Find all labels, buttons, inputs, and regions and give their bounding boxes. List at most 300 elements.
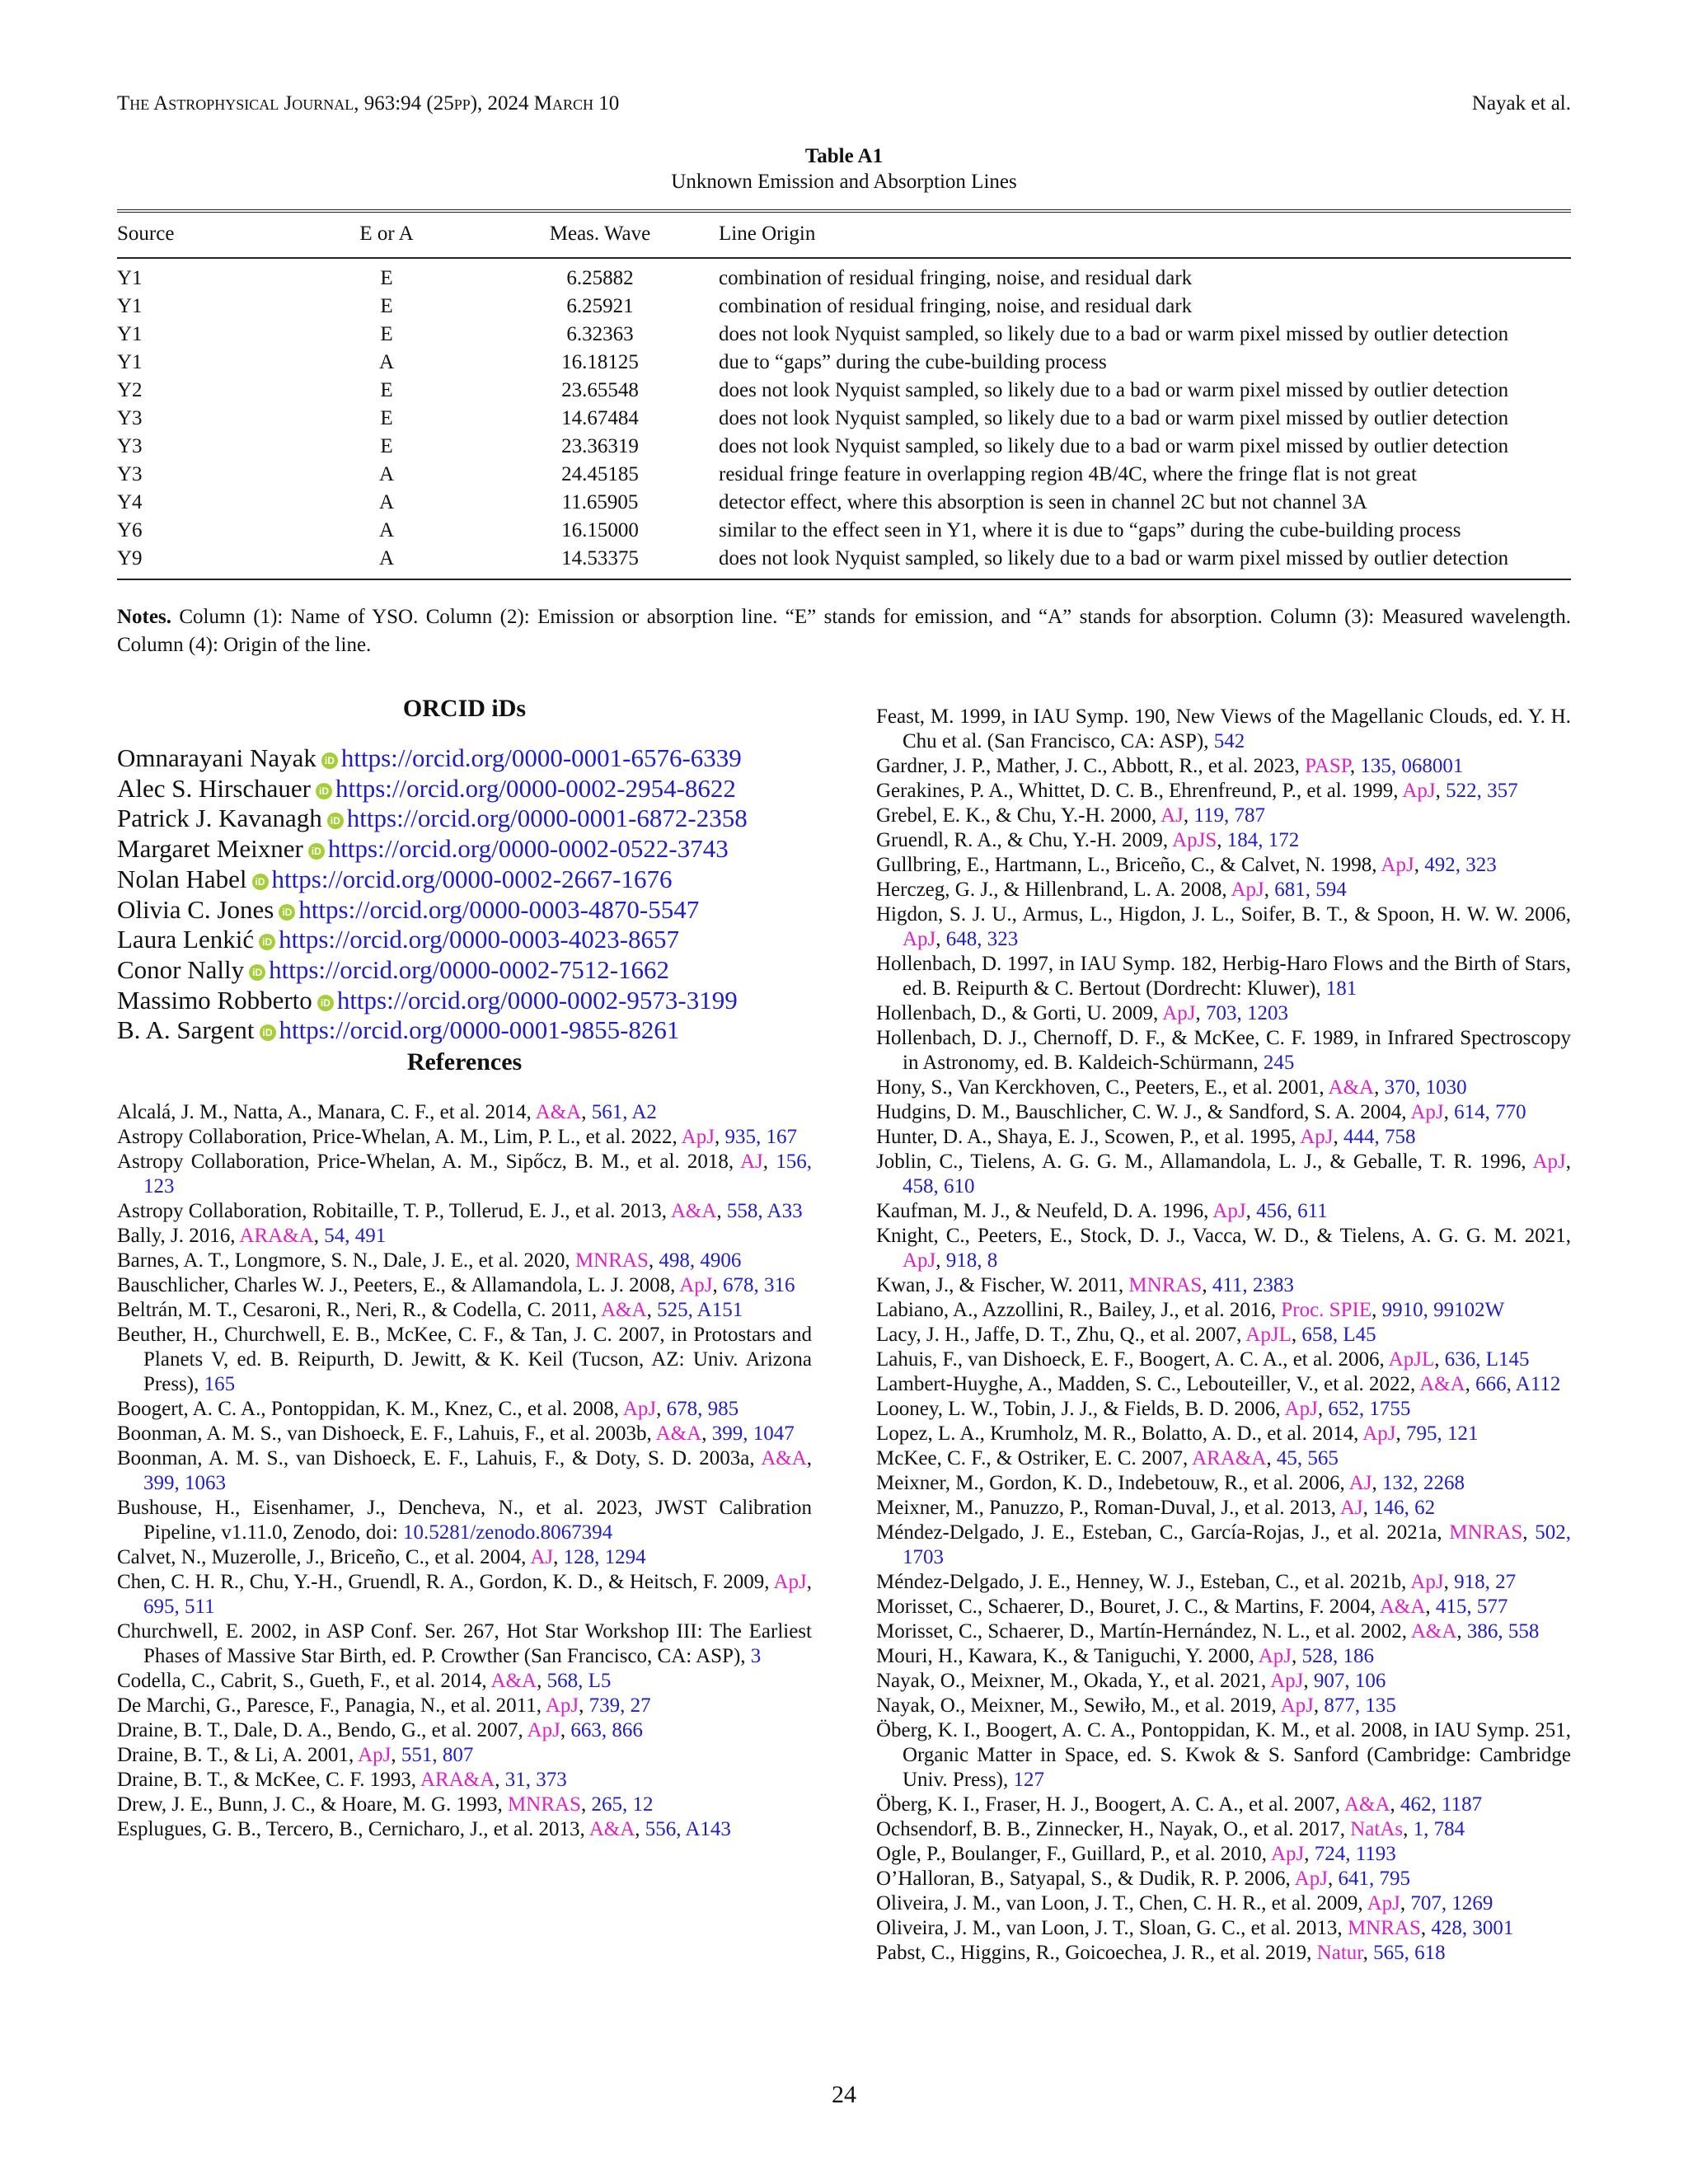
reference-text: McKee, C. F., & Ostriker, E. C. 2007, (876, 1447, 1189, 1469)
reference-entry: Boonman, A. M. S., van Dishoeck, E. F., Lahuis, F., & Doty, S. D. 2003a, A&A, 399, 1063 (117, 1447, 812, 1495)
reference-entry: Calvet, N., Muzerolle, J., Briceño, C., et al. 2004, AJ, 128, 1294 (117, 1546, 646, 1569)
reference-text: Looney, L. W., Tobin, J. J., & Fields, B. D. 2006, (876, 1398, 1281, 1420)
cell-wave: 6.25921 (566, 295, 634, 317)
volume-link[interactable]: 568, L5 (546, 1670, 612, 1693)
orcid-link[interactable]: https://orcid.org/0000-0002-2667-1676 (271, 864, 673, 893)
reference-entry: Hollenbach, D., & Gorti, U. 2009, ApJ, 703, 1203 (876, 1002, 1288, 1024)
journal-link[interactable]: ARA&A (420, 1769, 495, 1792)
table-row (117, 461, 1571, 489)
journal-link[interactable]: A&A (1379, 1596, 1426, 1618)
cell-type: E (380, 295, 393, 317)
volume-link[interactable]: 703, 1203 (1205, 1002, 1288, 1024)
journal-link[interactable]: Natur (1316, 1942, 1363, 1964)
orcid-link[interactable]: https://orcid.org/0000-0001-9855-8261 (279, 1015, 680, 1045)
orcid-entry (117, 895, 812, 926)
journal-link[interactable]: A&A (601, 1299, 647, 1322)
journal-link[interactable]: ApJ (681, 1126, 715, 1149)
volume-link[interactable]: 918, 27 (1454, 1571, 1517, 1593)
volume-link[interactable]: 415, 577 (1435, 1596, 1508, 1618)
reference-entry: Astropy Collaboration, Robitaille, T. P., Tollerud, E. J., et al. 2013, A&A, 558, A33 (117, 1200, 803, 1223)
reference-text: Alcalá, J. M., Natta, A., Manara, C. F., et al. 2014, (117, 1101, 532, 1124)
cell-source: Y6 (117, 519, 143, 541)
volume-link[interactable]: 492, 323 (1424, 854, 1497, 876)
volume-link[interactable]: 695, 511 (143, 1596, 215, 1619)
volume-link[interactable]: 411, 2383 (1212, 1274, 1294, 1296)
journal-link[interactable]: ApJL (1245, 1324, 1292, 1346)
reference-entry: Alcalá, J. M., Natta, A., Manara, C. F., et al. 2014, A&A, 561, A2 (117, 1101, 657, 1124)
volume-link[interactable]: 641, 795 (1338, 1868, 1410, 1890)
journal-link[interactable]: A&A (1343, 1793, 1390, 1816)
reference-entry: Barnes, A. T., Longmore, S. N., Dale, J. E., et al. 2020, MNRAS, 498, 4906 (117, 1249, 742, 1272)
journal-link[interactable]: ApJ (1294, 1868, 1328, 1890)
reference-text: Ochsendorf, B. B., Zinnecker, H., Nayak, O., et al. 2017, (876, 1818, 1345, 1840)
orcid-link[interactable]: https://orcid.org/0000-0002-9573-3199 (336, 985, 738, 1015)
journal-link[interactable]: ApJ (1162, 1002, 1196, 1024)
volume-link[interactable]: 156, 123 (143, 1151, 812, 1198)
orcid-icon: iD (279, 904, 295, 921)
volume-link[interactable]: 428, 3001 (1431, 1917, 1514, 1939)
journal-link[interactable]: ApJ (1402, 780, 1436, 802)
cell-origin: due to “gaps” during the cube-building process (719, 351, 1107, 373)
notes-label: Notes. (117, 606, 171, 628)
volume-link[interactable]: 498, 4906 (659, 1249, 742, 1272)
orcid-link[interactable]: https://orcid.org/0000-0003-4870-5547 (298, 894, 700, 924)
volume-link[interactable]: 918, 8 (945, 1249, 998, 1272)
reference-entry: Gardner, J. P., Mather, J. C., Abbott, R., et al. 2023, PASP, 135, 068001 (876, 755, 1464, 777)
volume-link[interactable]: 245 (1263, 1052, 1295, 1074)
journal-link[interactable]: ApJ (903, 928, 936, 950)
journal-link[interactable]: ApJ (1280, 1694, 1314, 1717)
table-a1 (117, 143, 1571, 659)
cell-wave: 23.65548 (561, 379, 639, 401)
orcid-name: Omnarayani Nayak (117, 743, 316, 772)
journal-link[interactable]: A&A (655, 1422, 702, 1446)
reference-entry: Lambert-Huyghe, A., Madden, S. C., Lebouteiller, V., et al. 2022, A&A, 666, A112 (876, 1373, 1561, 1395)
orcid-link[interactable]: https://orcid.org/0000-0002-2954-8622 (335, 773, 736, 803)
reference-entry: Gullbring, E., Hartmann, L., Briceño, C., & Calvet, N. 1998, ApJ, 492, 323 (876, 854, 1497, 876)
reference-text: Hunter, D. A., Shaya, E. J., Scowen, P., et al. 1995, (876, 1126, 1296, 1148)
reference-text: Nayak, O., Meixner, M., Sewiło, M., et al. 2019, (876, 1694, 1277, 1717)
orcid-name: Margaret Meixner (117, 834, 303, 864)
reference-text: Oliveira, J. M., van Loon, J. T., Chen, C. H. R., et al. 2009, (876, 1892, 1363, 1915)
volume-link[interactable]: 45, 565 (1276, 1447, 1339, 1469)
journal-link[interactable]: ApJ (1362, 1422, 1396, 1445)
orcid-icon: iD (260, 1024, 276, 1041)
volume-link[interactable]: 652, 1755 (1328, 1398, 1411, 1420)
volume-link[interactable]: 462, 1187 (1400, 1793, 1483, 1816)
journal-link[interactable]: ApJ (1410, 1101, 1444, 1123)
journal-link[interactable]: MNRAS (574, 1249, 649, 1272)
journal-link[interactable]: ApJ (1532, 1151, 1566, 1173)
reference-text: Boonman, A. M. S., van Dishoeck, E. F., Lahuis, F., et al. 2003b, (117, 1422, 652, 1446)
volume-link[interactable]: 558, A33 (726, 1200, 803, 1223)
reference-entry: Kwan, J., & Fischer, W. 2011, MNRAS, 411, 2383 (876, 1274, 1294, 1296)
table-row (117, 405, 1571, 433)
orcid-entry (117, 774, 812, 804)
reference-entry: Astropy Collaboration, Price-Whelan, A. M., Lim, P. L., et al. 2022, ApJ, 935, 167 (117, 1126, 797, 1149)
reference-entry (117, 1496, 812, 1545)
volume-link[interactable]: 265, 12 (591, 1793, 654, 1816)
reference-entry: Oliveira, J. M., van Loon, J. T., Sloan, G. C., et al. 2013, MNRAS, 428, 3001 (876, 1917, 1514, 1939)
orcid-link[interactable]: https://orcid.org/0000-0002-7512-1662 (269, 954, 670, 984)
reference-text: Meixner, M., Panuzzo, P., Roman-Duval, J., et al. 2013, (876, 1497, 1336, 1519)
volume-link[interactable]: 561, A2 (591, 1101, 657, 1124)
orcid-list (117, 743, 812, 1046)
cell-type: E (380, 407, 393, 429)
reference-entry: Boogert, A. C. A., Pontoppidan, K. M., Knez, C., et al. 2008, ApJ, 678, 985 (117, 1398, 739, 1421)
journal-link[interactable]: A&A (1328, 1076, 1375, 1099)
running-authors: Nayak et al. (1471, 92, 1571, 115)
right-column (876, 705, 1571, 1966)
journal-link[interactable]: A&A (1419, 1373, 1465, 1395)
reference-text: Bushouse, H., Eisenhamer, J., Dencheva, N., et al. 2023, JWST Calibration Pipeline, v1.11.0, Zenodo, doi: (117, 1497, 812, 1544)
volume-link[interactable]: 502, 1703 (903, 1521, 1572, 1568)
cell-type: A (378, 491, 395, 513)
reference-entry: Lopez, L. A., Krumholz, M. R., Bolatto, A. D., et al. 2014, ApJ, 795, 121 (876, 1422, 1479, 1445)
cell-origin: combination of residual fringing, noise, and residual dark (719, 295, 1193, 317)
journal-link[interactable]: MNRAS (1449, 1521, 1523, 1544)
journal-link[interactable]: ApJ (1284, 1398, 1318, 1420)
cell-origin: residual fringe feature in overlapping region 4B/4C, where the fringe flat is not great (719, 463, 1417, 485)
orcid-entry (117, 865, 812, 895)
journal-link[interactable]: ApJ (1212, 1200, 1246, 1222)
reference-text: Lambert-Huyghe, A., Madden, S. C., Lebouteiller, V., et al. 2022, (876, 1373, 1416, 1395)
cell-source: Y2 (117, 379, 143, 401)
journal-link[interactable]: AJ (1339, 1497, 1363, 1519)
cell-type: E (380, 435, 393, 457)
volume-link[interactable]: 565, 618 (1373, 1942, 1446, 1964)
volume-link[interactable]: 525, A151 (657, 1299, 743, 1322)
reference-text: De Marchi, G., Paresce, F., Panagia, N., et al. 2011, (117, 1694, 542, 1718)
journal-link[interactable]: NatAs (1350, 1818, 1404, 1840)
reference-entry: Esplugues, G. B., Tercero, B., Cernicharo, J., et al. 2013, A&A, 556, A143 (117, 1818, 731, 1841)
cell-origin: similar to the effect seen in Y1, where it is due to “gaps” during the cube-building process (719, 519, 1461, 541)
reference-text: Meixner, M., Gordon, K. D., Indebetouw, R., et al. 2006, (876, 1472, 1345, 1494)
orcid-icon: iD (327, 813, 344, 829)
volume-link[interactable]: 3 (750, 1645, 762, 1668)
reference-entry: Labiano, A., Azzollini, R., Bailey, J., et al. 2016, Proc. SPIE, 9910, 99102W (876, 1299, 1505, 1321)
journal-link[interactable]: AJ (530, 1546, 554, 1569)
reference-text: Mouri, H., Kawara, K., & Taniguchi, Y. 2000, (876, 1645, 1254, 1667)
table-title: Table A1 (804, 145, 884, 167)
reference-text: Joblin, C., Tielens, A. G. G. M., Allamandola, L. J., & Geballe, T. R. 1996, (876, 1151, 1526, 1173)
orcid-name: B. A. Sargent (117, 1015, 255, 1045)
volume-link[interactable]: 663, 866 (570, 1719, 643, 1742)
volume-link[interactable]: 146, 62 (1373, 1497, 1436, 1519)
journal-link[interactable]: AJ (1160, 804, 1184, 827)
journal-link[interactable]: MNRAS (1347, 1917, 1421, 1939)
table-row (117, 433, 1571, 461)
reference-entry: Bauschlicher, Charles W. J., Peeters, E., & Allamandola, L. J. 2008, ApJ, 678, 316 (117, 1274, 795, 1297)
cell-source: Y1 (117, 267, 143, 289)
journal-link[interactable]: ApJL (1388, 1348, 1435, 1371)
reference-entry: Draine, B. T., & McKee, C. F. 1993, ARA&A, 31, 373 (117, 1769, 567, 1792)
volume-link[interactable]: 127 (1013, 1769, 1044, 1791)
volume-link[interactable]: 386, 558 (1466, 1620, 1540, 1643)
volume-link[interactable]: 9910, 99102W (1381, 1299, 1505, 1321)
journal-link[interactable]: MNRAS (508, 1793, 581, 1816)
reference-text: Astropy Collaboration, Price-Whelan, A. M., Sipőcz, B. M., et al. 2018, (117, 1151, 734, 1174)
reference-list-right (876, 705, 1571, 1966)
cell-origin: does not look Nyquist sampled, so likely due to a bad or warm pixel missed by outlier detection (719, 435, 1509, 457)
reference-text: Beltrán, M. T., Cesaroni, R., Neri, R., & Codella, C. 2011, (117, 1299, 598, 1322)
orcid-entry (117, 804, 812, 834)
table-row (117, 377, 1571, 405)
table-row (117, 258, 1571, 293)
lines-table (117, 209, 1571, 580)
journal-link[interactable]: A&A (761, 1447, 807, 1470)
orcid-name: Conor Nally (117, 954, 245, 984)
reference-text: Draine, B. T., & McKee, C. F. 1993, (117, 1769, 417, 1792)
volume-link[interactable]: 399, 1063 (143, 1472, 226, 1495)
reference-text: Nayak, O., Meixner, M., Okada, Y., et al. 2021, (876, 1670, 1267, 1692)
orcid-heading: ORCID iDs (402, 695, 527, 722)
orcid-icon: iD (317, 995, 334, 1011)
journal-link[interactable]: ARA&A (239, 1225, 314, 1248)
journal-link[interactable]: ApJ (773, 1571, 807, 1594)
reference-text: Higdon, S. J. U., Armus, L., Higdon, J. L., Soifer, B. T., & Spoon, H. W. W. 2006, (876, 903, 1571, 926)
volume-link[interactable]: 907, 106 (1313, 1670, 1386, 1692)
reference-text: Lahuis, F., van Dishoeck, E. F., Boogert, A. C. A., et al. 2006, (876, 1348, 1385, 1371)
journal-link[interactable]: MNRAS (1128, 1274, 1203, 1296)
reference-text: Bauschlicher, Charles W. J., Peeters, E., & Allamandola, L. J. 2008, (117, 1274, 676, 1297)
reference-text: Barnes, A. T., Longmore, S. N., Dale, J. E., et al. 2020, (117, 1249, 570, 1272)
references-heading: References (406, 1048, 523, 1076)
reference-entry: Knight, C., Peeters, E., Stock, D. J., Vacca, W. D., & Tielens, A. G. G. M. 2021, ApJ, 918, 8 (876, 1225, 1571, 1272)
orcid-entry (117, 1015, 812, 1046)
reference-text: Esplugues, G. B., Tercero, B., Cernicharo, J., et al. 2013, (117, 1818, 585, 1841)
reference-entry: Méndez-Delgado, J. E., Henney, W. J., Esteban, C., et al. 2021b, ApJ, 918, 27 (876, 1571, 1517, 1593)
journal-link[interactable]: A&A (490, 1670, 537, 1693)
journal-link[interactable]: ApJ (545, 1694, 579, 1718)
volume-link[interactable]: 877, 135 (1324, 1694, 1396, 1717)
journal-link[interactable]: ApJ (1258, 1645, 1292, 1667)
volume-link[interactable]: 528, 186 (1301, 1645, 1375, 1667)
reference-text: Herczeg, G. J., & Hillenbrand, L. A. 2008, (876, 879, 1227, 901)
cell-wave: 24.45185 (561, 463, 639, 485)
volume-link[interactable]: 31, 373 (504, 1769, 567, 1792)
reference-text: Lacy, J. H., Jaffe, D. T., Zhu, Q., et al. 2007, (876, 1324, 1242, 1346)
journal-link[interactable]: A&A (535, 1101, 582, 1124)
volume-link[interactable]: 132, 2268 (1381, 1472, 1465, 1494)
cell-source: Y3 (117, 463, 143, 485)
reference-text: Astropy Collaboration, Robitaille, T. P., Tollerud, E. J., et al. 2013, (117, 1200, 667, 1223)
column-header-origin: Line Origin (719, 211, 1571, 258)
journal-link[interactable]: ApJ (903, 1249, 936, 1272)
reference-text: Gullbring, E., Hartmann, L., Briceño, C., & Calvet, N. 1998, (876, 854, 1377, 876)
reference-entry: Gerakines, P. A., Whittet, D. C. B., Ehrenfreund, P., et al. 1999, ApJ, 522, 357 (876, 780, 1518, 802)
orcid-name: Patrick J. Kavanagh (117, 804, 322, 833)
journal-link[interactable]: ApJ (1270, 1670, 1304, 1692)
volume-link[interactable]: 551, 807 (401, 1744, 474, 1767)
reference-entry (876, 1026, 1571, 1076)
cell-origin: detector effect, where this absorption is seen in channel 2C but not channel 3A (719, 491, 1367, 513)
reference-entry (117, 1323, 812, 1397)
table-header-row (117, 211, 1571, 258)
cell-origin: does not look Nyquist sampled, so likely due to a bad or warm pixel missed by outlier detection (719, 323, 1509, 345)
reference-text: Bally, J. 2016, (117, 1225, 236, 1248)
reference-entry: Drew, J. E., Bunn, J. C., & Hoare, M. G. 1993, MNRAS, 265, 12 (117, 1793, 654, 1816)
cell-wave: 14.53375 (481, 545, 719, 579)
reference-entry: Kaufman, M. J., & Neufeld, D. A. 1996, ApJ, 456, 611 (876, 1200, 1328, 1222)
cell-origin: does not look Nyquist sampled, so likely due to a bad or warm pixel missed by outlier detection (719, 545, 1571, 579)
journal-link[interactable]: ApJ (1367, 1892, 1400, 1915)
table-notes (117, 603, 1571, 659)
volume-link[interactable]: 184, 172 (1226, 829, 1300, 851)
orcid-entry (117, 986, 812, 1016)
volume-link[interactable]: 458, 610 (903, 1175, 975, 1197)
reference-text: Draine, B. T., Dale, D. A., Bendo, G., et al. 2007, (117, 1719, 523, 1742)
volume-link[interactable]: 678, 985 (666, 1398, 739, 1421)
orcid-name: Laura Lenkić (117, 925, 255, 954)
reference-entry: Meixner, M., Panuzzo, P., Roman-Duval, J., et al. 2013, AJ, 146, 62 (876, 1497, 1436, 1519)
orcid-entry (117, 743, 812, 774)
cell-source: Y1 (117, 295, 143, 317)
journal-link[interactable]: AJ (740, 1151, 763, 1174)
journal-link[interactable]: PASP (1305, 755, 1350, 777)
reference-entry: Lahuis, F., van Dishoeck, E. F., Boogert, A. C. A., et al. 2006, ApJL, 636, L145 (876, 1348, 1530, 1371)
journal-link[interactable]: ApJ (1270, 1843, 1305, 1865)
orcid-link[interactable]: https://orcid.org/0000-0001-6872-2358 (346, 804, 748, 833)
journal-link[interactable]: Proc. SPIE (1281, 1299, 1372, 1321)
reference-entry: Draine, B. T., Dale, D. A., Bendo, G., et al. 2007, ApJ, 663, 866 (117, 1719, 643, 1742)
orcid-name: Massimo Robberto (117, 985, 312, 1015)
journal-link[interactable]: A&A (588, 1818, 635, 1841)
reference-entry (876, 705, 1571, 754)
journal-link[interactable]: ApJ (679, 1274, 713, 1297)
volume-link[interactable]: 678, 316 (723, 1274, 795, 1297)
journal-link[interactable]: ApJ (1410, 1571, 1444, 1593)
volume-link[interactable]: 724, 1193 (1314, 1843, 1396, 1865)
journal-link[interactable]: ApJ (1231, 879, 1264, 901)
journal-link[interactable]: AJ (1348, 1472, 1372, 1494)
volume-link[interactable]: 648, 323 (945, 928, 1019, 950)
orcid-link[interactable]: https://orcid.org/0000-0003-4023-8657 (279, 925, 680, 954)
volume-link[interactable]: 522, 357 (1446, 780, 1518, 802)
volume-link[interactable]: 681, 594 (1274, 879, 1347, 901)
volume-link[interactable]: 181 (1325, 977, 1357, 1000)
cell-wave: 14.67484 (561, 407, 639, 429)
cell-source: Y1 (117, 351, 143, 373)
reference-entry: Beltrán, M. T., Cesaroni, R., Neri, R., & Codella, C. 2011, A&A, 525, A151 (117, 1299, 743, 1322)
reference-text: Méndez-Delgado, J. E., Henney, W. J., Esteban, C., et al. 2021b, (876, 1571, 1407, 1593)
reference-text: Hony, S., Van Kerckhoven, C., Peeters, E., et al. 2001, (876, 1076, 1325, 1099)
volume-link[interactable]: 165 (204, 1373, 236, 1396)
reference-text: Pabst, C., Higgins, R., Goicoechea, J. R., et al. 2019, (876, 1942, 1312, 1964)
volume-link[interactable]: 658, L45 (1301, 1324, 1376, 1346)
cell-source: Y1 (117, 323, 143, 345)
journal-link[interactable]: ARA&A (1192, 1447, 1267, 1469)
journal-link[interactable]: ApJ (1300, 1126, 1334, 1148)
reference-entry (876, 952, 1571, 1001)
volume-link[interactable]: 10.5281/zenodo.8067394 (403, 1521, 613, 1544)
orcid-icon: iD (308, 843, 325, 860)
volume-link[interactable]: 1, 784 (1413, 1818, 1465, 1840)
reference-entry: Draine, B. T., & Li, A. 2001, ApJ, 551, 807 (117, 1744, 474, 1767)
reference-text: Hollenbach, D. 1997, in IAU Symp. 182, Herbig-Haro Flows and the Birth of Stars, ed. B. Reipurth & C. Bertout (Dordrecht: Kluwer), (876, 953, 1571, 1000)
reference-text: Öberg, K. I., Fraser, H. J., Boogert, A. C. A., et al. 2007, (876, 1793, 1341, 1816)
cell-origin: combination of residual fringing, noise, and residual dark (719, 267, 1193, 289)
reference-entry: Morisset, C., Schaerer, D., Martín-Hernández, N. L., et al. 2002, A&A, 386, 558 (876, 1620, 1540, 1643)
orcid-icon: iD (249, 964, 265, 981)
volume-link[interactable]: 128, 1294 (563, 1546, 646, 1569)
journal-link[interactable]: ApJ (1381, 854, 1414, 876)
reference-entry: Ochsendorf, B. B., Zinnecker, H., Nayak, O., et al. 2017, NatAs, 1, 784 (876, 1818, 1465, 1840)
reference-text: Boogert, A. C. A., Pontoppidan, K. M., Knez, C., et al. 2008, (117, 1398, 619, 1421)
volume-link[interactable]: 556, A143 (645, 1818, 731, 1841)
journal-link[interactable]: ApJS (1172, 829, 1217, 851)
volume-link[interactable]: 444, 758 (1343, 1126, 1416, 1148)
volume-link[interactable]: 399, 1047 (711, 1422, 795, 1446)
volume-link[interactable]: 707, 1269 (1410, 1892, 1493, 1915)
journal-link[interactable]: ApJ (622, 1398, 657, 1421)
reference-entry: Morisset, C., Schaerer, D., Bouret, J. C., & Martins, F. 2004, A&A, 415, 577 (876, 1596, 1508, 1618)
volume-link[interactable]: 666, A112 (1475, 1373, 1561, 1395)
orcid-icon: iD (252, 874, 269, 890)
reference-entry: Nayak, O., Meixner, M., Sewiło, M., et al. 2019, ApJ, 877, 135 (876, 1694, 1396, 1717)
cell-wave: 11.65905 (561, 491, 639, 513)
cell-origin: does not look Nyquist sampled, so likely due to a bad or warm pixel missed by outlier detection (719, 407, 1509, 429)
journal-link[interactable]: ApJ (358, 1744, 392, 1767)
cell-type: E (380, 267, 393, 289)
journal-link[interactable]: ApJ (527, 1719, 560, 1742)
orcid-link[interactable]: https://orcid.org/0000-0001-6576-6339 (340, 743, 742, 772)
reference-text: Lopez, L. A., Krumholz, M. R., Bolatto, A. D., et al. 2014, (876, 1422, 1359, 1445)
reference-entry: Öberg, K. I., Fraser, H. J., Boogert, A. C. A., et al. 2007, A&A, 462, 1187 (876, 1793, 1483, 1816)
cell-type: A (378, 519, 395, 541)
table-row (117, 293, 1571, 321)
volume-link[interactable]: 542 (1213, 730, 1245, 752)
cell-wave: 6.25882 (566, 267, 634, 289)
reference-entry: Joblin, C., Tielens, A. G. G. M., Allamandola, L. J., & Geballe, T. R. 1996, ApJ, 458, 610 (876, 1151, 1571, 1197)
journal-link[interactable]: A&A (1410, 1620, 1457, 1643)
volume-link[interactable]: 135, 068001 (1360, 755, 1464, 777)
volume-link[interactable]: 119, 787 (1193, 804, 1265, 827)
notes-text: Column (1): Name of YSO. Column (2): Emission or absorption line. “E” stands for emission, and “A” stands for absorption. Column (3): Measured wavelength. Column (4): Origin of the line. (117, 606, 1572, 656)
volume-link[interactable]: 935, 167 (724, 1126, 797, 1149)
reference-text: Gardner, J. P., Mather, J. C., Abbott, R., et al. 2023, (876, 755, 1300, 777)
reference-text: Churchwell, E. 2002, in ASP Conf. Ser. 267, Hot Star Workshop III: The Earliest Phases of Massive Star Birth, ed. P. Crowther (San Francisco, CA: ASP), (117, 1620, 812, 1668)
orcid-name: Olivia C. Jones (117, 894, 274, 924)
volume-link[interactable]: 795, 121 (1406, 1422, 1479, 1445)
reference-entry: Oliveira, J. M., van Loon, J. T., Chen, C. H. R., et al. 2009, ApJ, 707, 1269 (876, 1892, 1493, 1915)
reference-text: Oliveira, J. M., van Loon, J. T., Sloan, G. C., et al. 2013, (876, 1917, 1343, 1939)
orcid-link[interactable]: https://orcid.org/0000-0002-0522-3743 (327, 834, 729, 864)
volume-link[interactable]: 636, L145 (1444, 1348, 1530, 1371)
orcid-entry (117, 955, 812, 986)
reference-entry: Codella, C., Cabrit, S., Gueth, F., et al. 2014, A&A, 568, L5 (117, 1670, 612, 1693)
orcid-name: Alec S. Hirschauer (117, 773, 311, 803)
volume-link[interactable]: 614, 770 (1454, 1101, 1526, 1123)
reference-entry: Boonman, A. M. S., van Dishoeck, E. F., Lahuis, F., et al. 2003b, A&A, 399, 1047 (117, 1422, 795, 1446)
reference-entry: Méndez-Delgado, J. E., Esteban, C., García-Rojas, J., et al. 2021a, MNRAS, 502, 1703 (876, 1521, 1572, 1568)
reference-entry: Lacy, J. H., Jaffe, D. T., Zhu, Q., et al. 2007, ApJL, 658, L45 (876, 1324, 1376, 1346)
column-header-source: Source (117, 211, 292, 258)
reference-entry: McKee, C. F., & Ostriker, E. C. 2007, ARA&A, 45, 565 (876, 1447, 1339, 1469)
orcid-entry (117, 834, 812, 865)
reference-entry: Astropy Collaboration, Price-Whelan, A. M., Sipőcz, B. M., et al. 2018, AJ, 156, 123 (117, 1151, 812, 1198)
cell-wave: 16.15000 (561, 519, 639, 541)
table-subtitle: Unknown Emission and Absorption Lines (671, 171, 1017, 193)
volume-link[interactable]: 456, 611 (1256, 1200, 1328, 1222)
reference-text: Calvet, N., Muzerolle, J., Briceño, C., et al. 2004, (117, 1546, 527, 1569)
volume-link[interactable]: 54, 491 (324, 1225, 387, 1248)
orcid-entry (117, 925, 812, 955)
volume-link[interactable]: 739, 27 (588, 1694, 651, 1718)
journal-link[interactable]: A&A (670, 1200, 717, 1223)
volume-link[interactable]: 370, 1030 (1384, 1076, 1467, 1099)
reference-entry: De Marchi, G., Paresce, F., Panagia, N., et al. 2011, ApJ, 739, 27 (117, 1694, 651, 1718)
